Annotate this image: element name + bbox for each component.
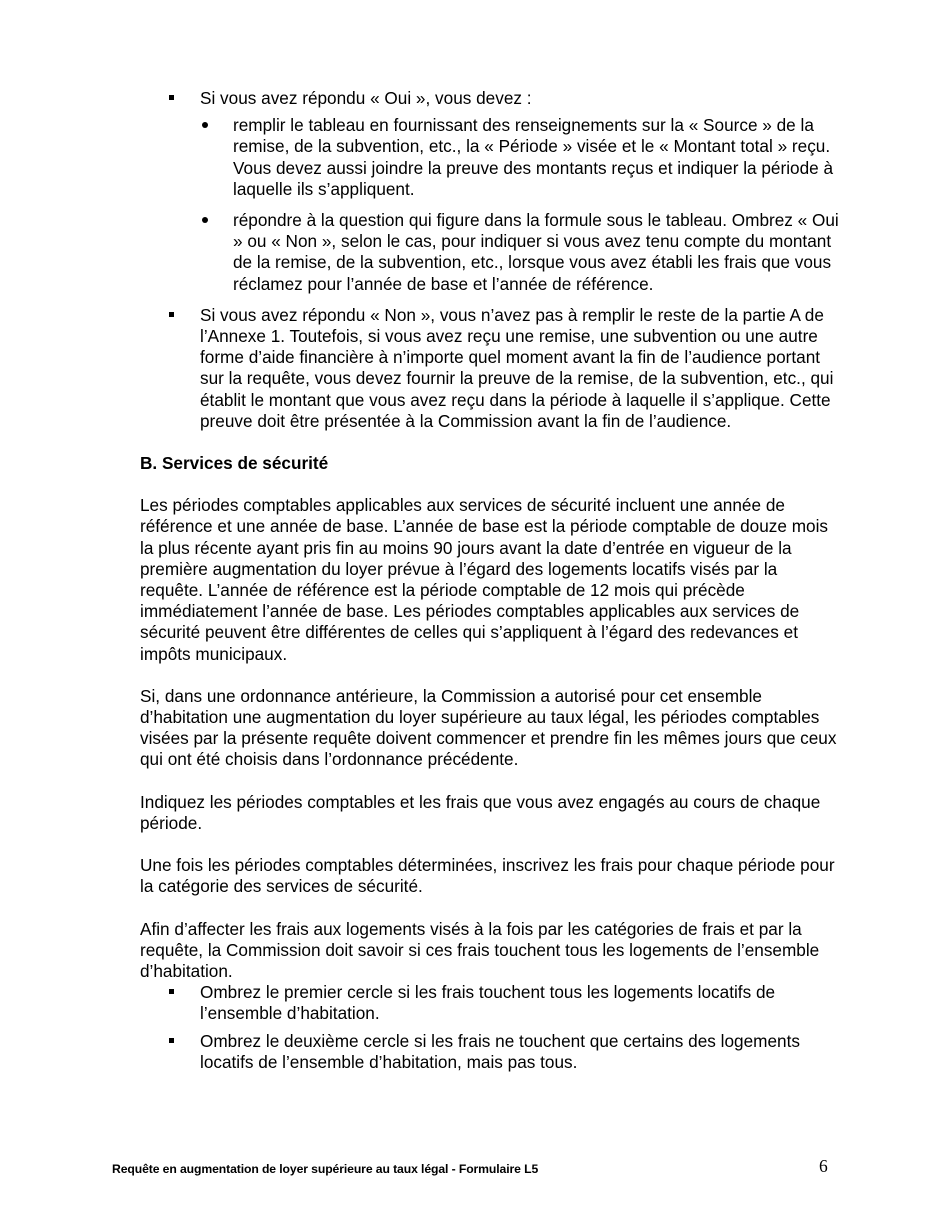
paragraph: Les périodes comptables applicables aux services de sécurité incluent une année de référence et une année de base. L’année de base est la période comptable de douze mois la plus récente ayant pris fin au moins 90 jours avant la date d’entrée en vigueur de la première augmentation du loyer prévue à l’égard des logements locatifs visés par la requête. L’année de référence est la période comptable de 12 mois qui précède immédiatement l’année de base. Les périodes comptables applicables aux services de sécurité peuvent être différentes de celles qui s’appliquent à l’égard des redevances et impôts municipaux. (140, 495, 828, 664)
bullet-item-oui (140, 88, 840, 295)
paragraph: Afin d’affecter les frais aux logements visés à la fois par les catégories de frais et par la requête, la Commission doit savoir si ces frais touchent tous les logements de l’ensemble d’habitation. (140, 918, 820, 981)
section-b-bullet-list (140, 982, 840, 1073)
page-number: 6 (819, 1156, 828, 1176)
bullet-item: Ombrez le deuxième cercle si les frais ne touchent que certains des logements locatifs de l’ensemble d’habitation, mais pas tous. (140, 1031, 840, 1073)
bullet-text: Si vous avez répondu « Oui », vous devez : (200, 88, 532, 108)
paragraph: Une fois les périodes comptables déterminées, inscrivez les frais pour chaque période pour la catégorie des services de sécurité. (140, 855, 835, 897)
sub-bullet-item: répondre à la question qui figure dans la formule sous le tableau. Ombrez « Oui » ou « Non », selon le cas, pour indiquer si vous avez tenu compte du montant de la remise, de la subvention, etc., lorsque vous avez établi les frais que vous réclamez pour l’année de base et l’année de référence. (200, 210, 840, 295)
paragraph: Si, dans une ordonnance antérieure, la Commission a autorisé pour cet ensemble d’habitation une augmentation du loyer supérieure au taux légal, les périodes comptables visées par la présente requête doivent commencer et prendre fin les mêmes jours que ceux qui ont été choisis dans l’ordonnance précédente. (140, 685, 837, 770)
bullet-item: Ombrez le premier cercle si les frais touchent tous les logements locatifs de l’ensemble d’habitation. (140, 982, 840, 1024)
page-content (140, 88, 840, 1073)
top-bullet-list (140, 88, 840, 432)
footer-title: Requête en augmentation de loyer supérieure au taux légal - Formulaire L5 (112, 1162, 539, 1176)
bullet-text: Si vous avez répondu « Non », vous n’avez pas à remplir le reste de la partie A de l’Annexe 1. Toutefois, si vous avez reçu une remise, une subvention ou une autre forme d’aide financière à n’importe quel moment avant la fin de l’audience portant sur la requête, vous devez fournir la preuve de la remise, de la subvention, etc., qui établit le montant que vous avez reçu dans la période à laquelle il s’applique. Cette preuve doit être présentée à la Commission avant la fin de l’audience. (200, 304, 834, 431)
paragraph: Indiquez les périodes comptables et les frais que vous avez engagés au cours de chaque période. (140, 791, 821, 833)
sub-bullet-item: remplir le tableau en fournissant des renseignements sur la « Source » de la remise, de la subvention, etc., la « Période » visée et le « Montant total » reçu. Vous devez aussi joindre la preuve des montants reçus et indiquer la période à laquelle ils s’appliquent. (200, 115, 840, 200)
section-heading: B. Services de sécurité (140, 453, 329, 474)
bullet-item-non (140, 305, 840, 432)
sub-bullet-list (200, 115, 840, 295)
